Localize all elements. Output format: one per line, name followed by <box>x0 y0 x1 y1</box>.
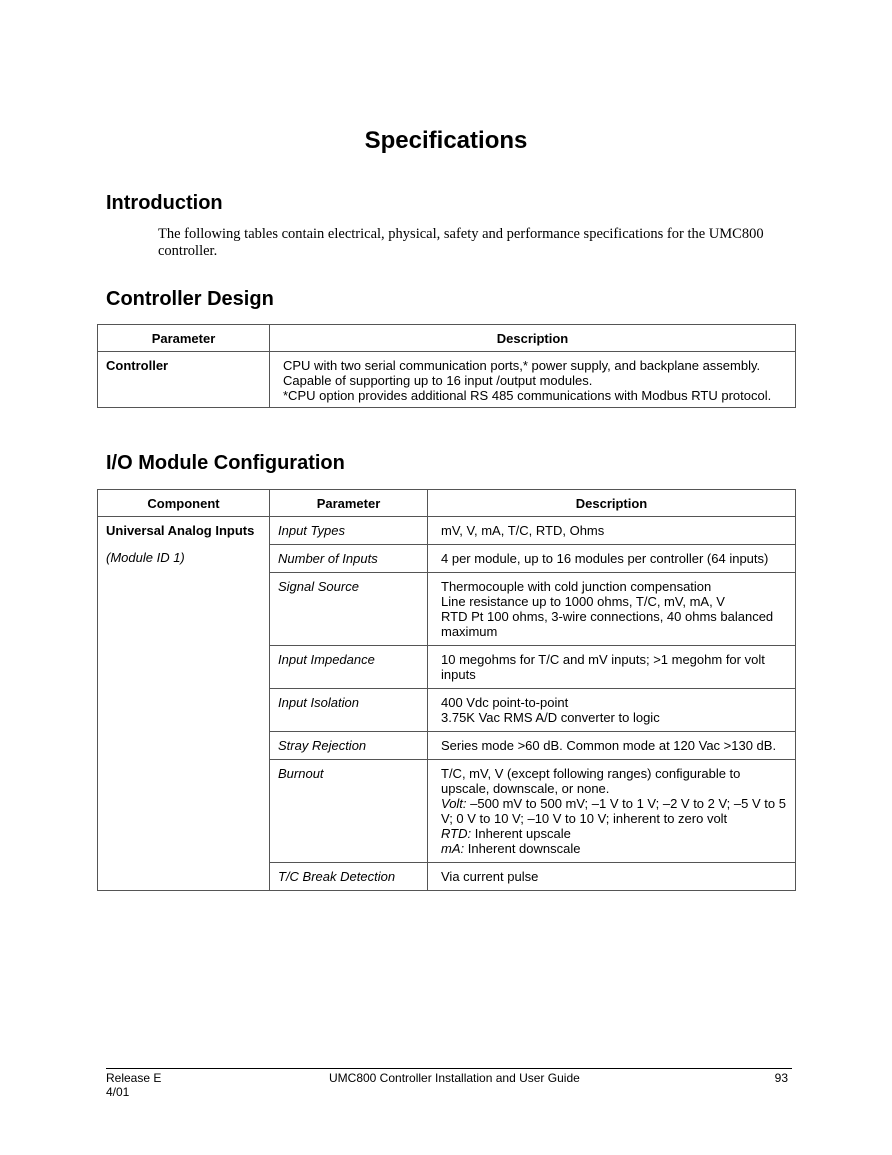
column-header: Parameter <box>270 490 428 517</box>
parameter-cell: T/C Break Detection <box>270 863 428 891</box>
description-cell: 4 per module, up to 16 modules per controller (64 inputs) <box>428 545 796 573</box>
module-id: (Module ID 1) <box>106 550 185 565</box>
introduction-heading: Introduction <box>106 192 223 214</box>
parameter-cell: Number of Inputs <box>270 545 428 573</box>
parameter-cell: Burnout <box>270 760 428 863</box>
table-row <box>98 517 796 545</box>
footer-divider <box>106 1068 792 1069</box>
description-cell <box>270 352 796 408</box>
description-text: CPU with two serial communication ports,* power supply, and backplane assembly. Capable of supporting up to 16 input /output modules. <box>283 358 761 388</box>
description-cell: Series mode >60 dB. Common mode at 120 Vac >130 dB. <box>428 732 796 760</box>
volt-text: –500 mV to 500 mV; –1 V to 1 V; –2 V to 2 V; –5 V to 5 V; 0 V to 10 V; –10 V to 10 V; inherent to zero volt <box>441 796 786 826</box>
description-cell <box>428 760 796 863</box>
table-header-row <box>98 325 796 352</box>
column-header: Component <box>98 490 270 517</box>
parameter-cell: Input Types <box>270 517 428 545</box>
volt-label: Volt: <box>441 796 467 811</box>
volt-note <box>441 796 787 826</box>
release-text: Release E <box>106 1071 162 1085</box>
table-header-row <box>98 490 796 517</box>
footer-release <box>106 1071 161 1099</box>
column-header: Parameter <box>98 325 270 352</box>
parameter-cell: Controller <box>98 352 270 408</box>
io-module-table <box>97 489 796 891</box>
footer-guide-title: UMC800 Controller Installation and User Guide <box>329 1071 580 1085</box>
column-header: Description <box>270 325 796 352</box>
component-cell <box>98 517 270 891</box>
description-line: RTD Pt 100 ohms, 3-wire connections, 40 ohms balanced maximum <box>441 609 774 639</box>
parameter-cell: Input Impedance <box>270 646 428 689</box>
ma-note <box>441 841 787 856</box>
description-cell <box>428 689 796 732</box>
page-number: 93 <box>774 1071 788 1085</box>
column-header: Description <box>428 490 796 517</box>
table-row <box>98 352 796 408</box>
rtd-text: Inherent upscale <box>471 826 571 841</box>
introduction-text: The following tables contain electrical, physical, safety and performance specifications for the UMC800 controller. <box>158 226 764 259</box>
parameter-cell: Input Isolation <box>270 689 428 732</box>
parameter-cell: Stray Rejection <box>270 732 428 760</box>
description-cell: mV, V, mA, T/C, RTD, Ohms <box>428 517 796 545</box>
description-cell <box>428 573 796 646</box>
description-cell: Via current pulse <box>428 863 796 891</box>
rtd-note <box>441 826 787 841</box>
release-date: 4/01 <box>106 1085 130 1099</box>
ma-label: mA: <box>441 841 465 856</box>
description-line: 400 Vdc point-to-point <box>441 695 569 710</box>
description-line: Thermocouple with cold junction compensation <box>441 579 712 594</box>
page-title: Specifications <box>364 127 528 154</box>
rtd-label: RTD: <box>441 826 472 841</box>
description-line: 3.75K Vac RMS A/D converter to logic <box>441 710 660 725</box>
description-cell: 10 megohms for T/C and mV inputs; >1 megohm for volt inputs <box>428 646 796 689</box>
controller-design-heading: Controller Design <box>106 288 274 310</box>
component-name: Universal Analog Inputs <box>106 523 255 538</box>
description-note: *CPU option provides additional RS 485 communications with Modbus RTU protocol. <box>283 388 772 403</box>
description-text: T/C, mV, V (except following ranges) configurable to upscale, downscale, or none. <box>441 766 741 796</box>
controller-design-table <box>97 324 796 408</box>
parameter-cell: Signal Source <box>270 573 428 646</box>
io-module-configuration-heading: I/O Module Configuration <box>106 452 345 474</box>
description-line: Line resistance up to 1000 ohms, T/C, mV, mA, V <box>441 594 725 609</box>
ma-text: Inherent downscale <box>464 841 581 856</box>
